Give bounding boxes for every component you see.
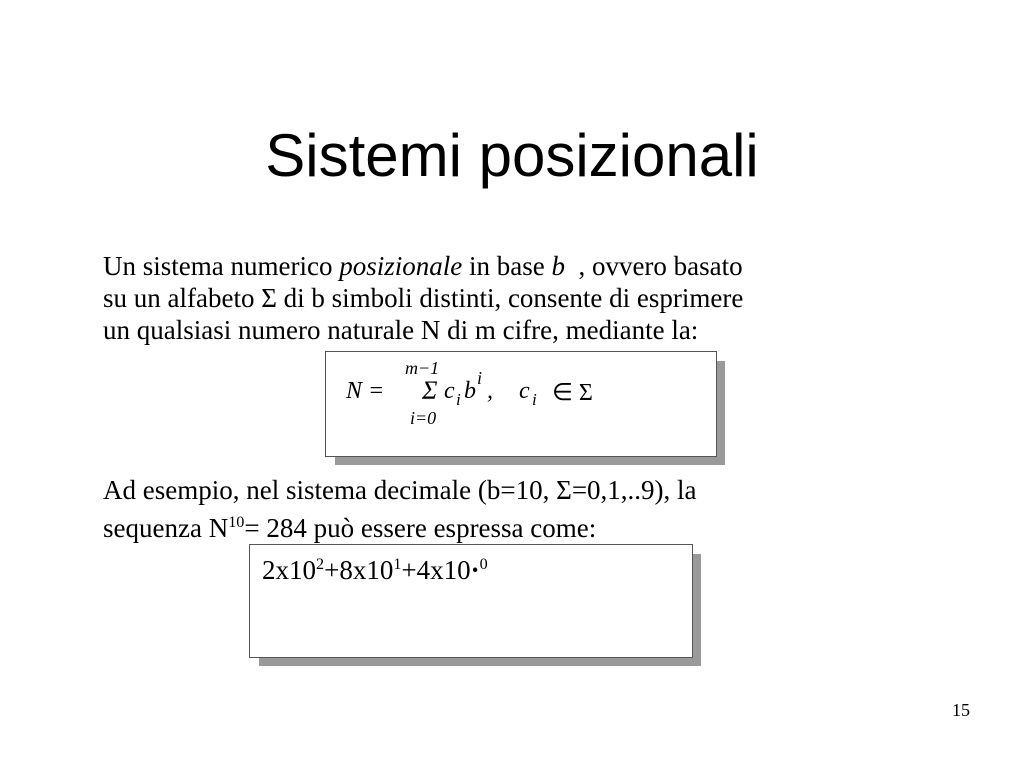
intro-line-2: su un alfabeto Σ di b simboli distinti, consente di esprimere [103,283,744,313]
expr-dot: · [470,555,480,585]
formula-comma: , [487,378,493,404]
intro-line-1 [103,250,743,282]
cond-c-subscript: i [532,390,537,409]
expr-exp-3: 0 [479,555,488,573]
expr-term-3: +4x10 [401,555,471,585]
intro-text-a: Un sistema numerico [103,251,340,281]
example-text-b: = 284 può essere espressa come: [244,513,597,543]
expr-exp-2: 1 [393,555,402,573]
sum-lower-limit: i=0 [410,408,437,428]
expression-box [249,544,693,658]
intro-text-b: in base [462,251,552,281]
example-paragraph [103,474,697,543]
example-superscript: 10 [228,513,245,531]
expression [262,555,488,586]
intro-text-c: , ovvero basato [564,251,743,281]
intro-emphasis: posizionale [339,251,463,281]
term-c: c [444,378,455,404]
intro-paragraph [103,250,743,346]
formula-box [325,351,717,457]
term-b: b [464,378,476,404]
page-number: 15 [952,700,970,720]
example-text-a: sequenza N [103,513,229,543]
cond-c: c [519,378,530,404]
example-line-2 [103,506,697,543]
formula-lhs: N = [346,378,385,404]
example-line-1: Ad esempio, nel sistema decimale (b=10, Σ=0,1,..9), la [103,475,697,505]
cond-relation: ∈ Σ [552,380,593,406]
expr-exp-1: 2 [316,555,325,573]
intro-base-symbol: b [551,251,565,281]
slide-title: Sistemi posizionali [265,122,759,189]
sum-upper-limit: m−1 [405,358,440,378]
intro-line-3: un qualsiasi numero naturale N di m cifre, mediante la: [103,315,699,345]
expr-term-2: +8x10 [324,555,394,585]
expr-term-1: 2x10 [262,555,316,585]
term-b-superscript: i [477,368,483,388]
sum-symbol: Σ [422,376,438,405]
term-c-subscript: i [456,390,461,409]
